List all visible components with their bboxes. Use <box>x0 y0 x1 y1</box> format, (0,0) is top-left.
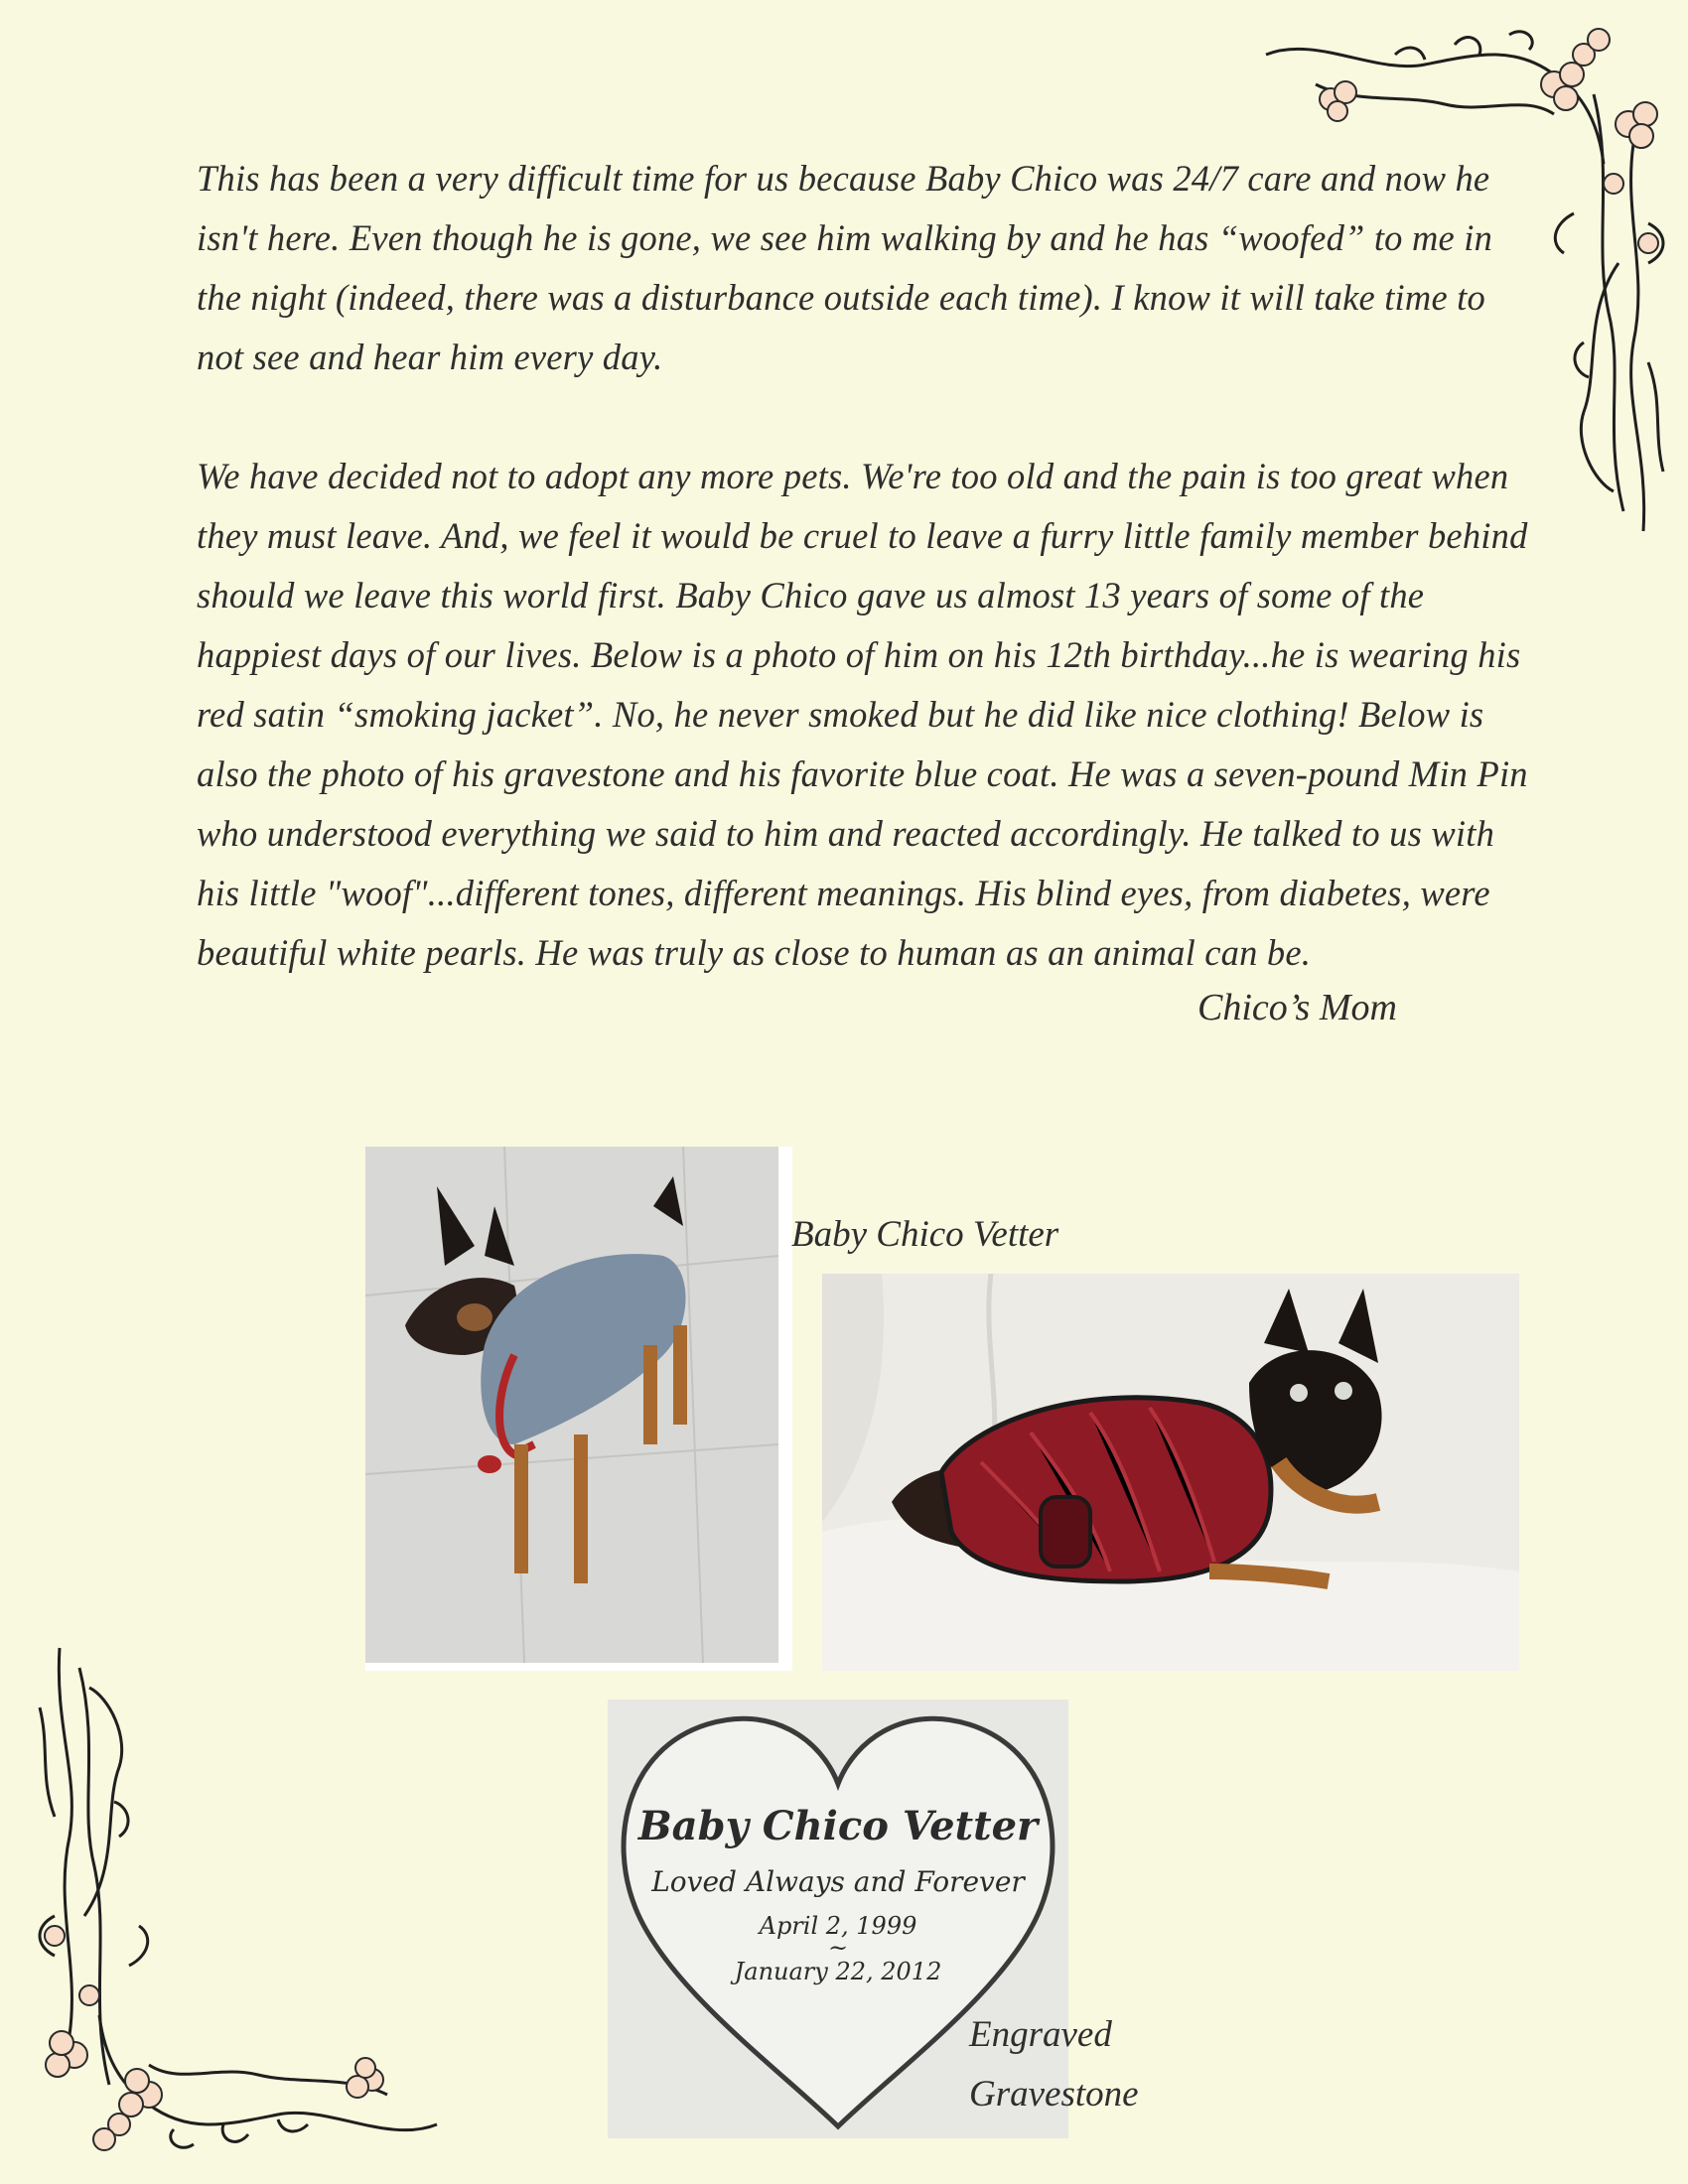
gravestone-caption-line-2: Gravestone <box>969 2074 1139 2115</box>
letter-paragraph-1: This has been a very difficult time for us because Baby Chico was 24/7 care and now he isn't here. Even though he is gone, we see him walking by and he has “woofed” to me in the night (indeed, there was a disturbance outside each time). I know it will take time to not see and hear him every day. <box>197 158 1493 377</box>
gravestone-separator: ~ <box>827 1934 849 1962</box>
photo-caption: Baby Chico Vetter <box>791 1214 1059 1255</box>
photo-blue-coat <box>365 1147 792 1671</box>
letter-body <box>197 149 1537 983</box>
signature: Chico’s Mom <box>1197 987 1397 1028</box>
floral-corner-bottom-left <box>30 1628 447 2164</box>
gravestone-name: Baby Chico Vetter <box>637 1803 1039 1849</box>
gravestone-caption <box>969 2005 1168 2124</box>
photo-red-satin-jacket <box>822 1274 1519 1671</box>
gravestone-death-date: January 22, 2012 <box>734 1958 942 1985</box>
gravestone-birth-date: April 2, 1999 <box>759 1912 917 1940</box>
letter-paragraph-2: We have decided not to adopt any more pets. We're too old and the pain is too great when they must leave. And, we feel it would be cruel to leave a furry little family member behind should we leave this world first. Baby Chico gave us almost 13 years of some of the happiest days of our lives. Below is a photo of him on his 12th birthday...he is wearing his red satin “smoking jacket”. No, he never smoked but he did like nice clothing! Below is also the photo of his gravestone and his favorite blue coat. He was a seven-pound Min Pin who understood everything we said to him and reacted accordingly. He talked to us with his little "woof"...different tones, different meanings. His blind eyes, from diabetes, were beautiful white pearls. He was truly as close to human as an animal can be. <box>197 456 1528 973</box>
gravestone-epitaph: Loved Always and Forever <box>651 1865 1025 1898</box>
gravestone-caption-line-1: Engraved <box>969 2014 1112 2055</box>
